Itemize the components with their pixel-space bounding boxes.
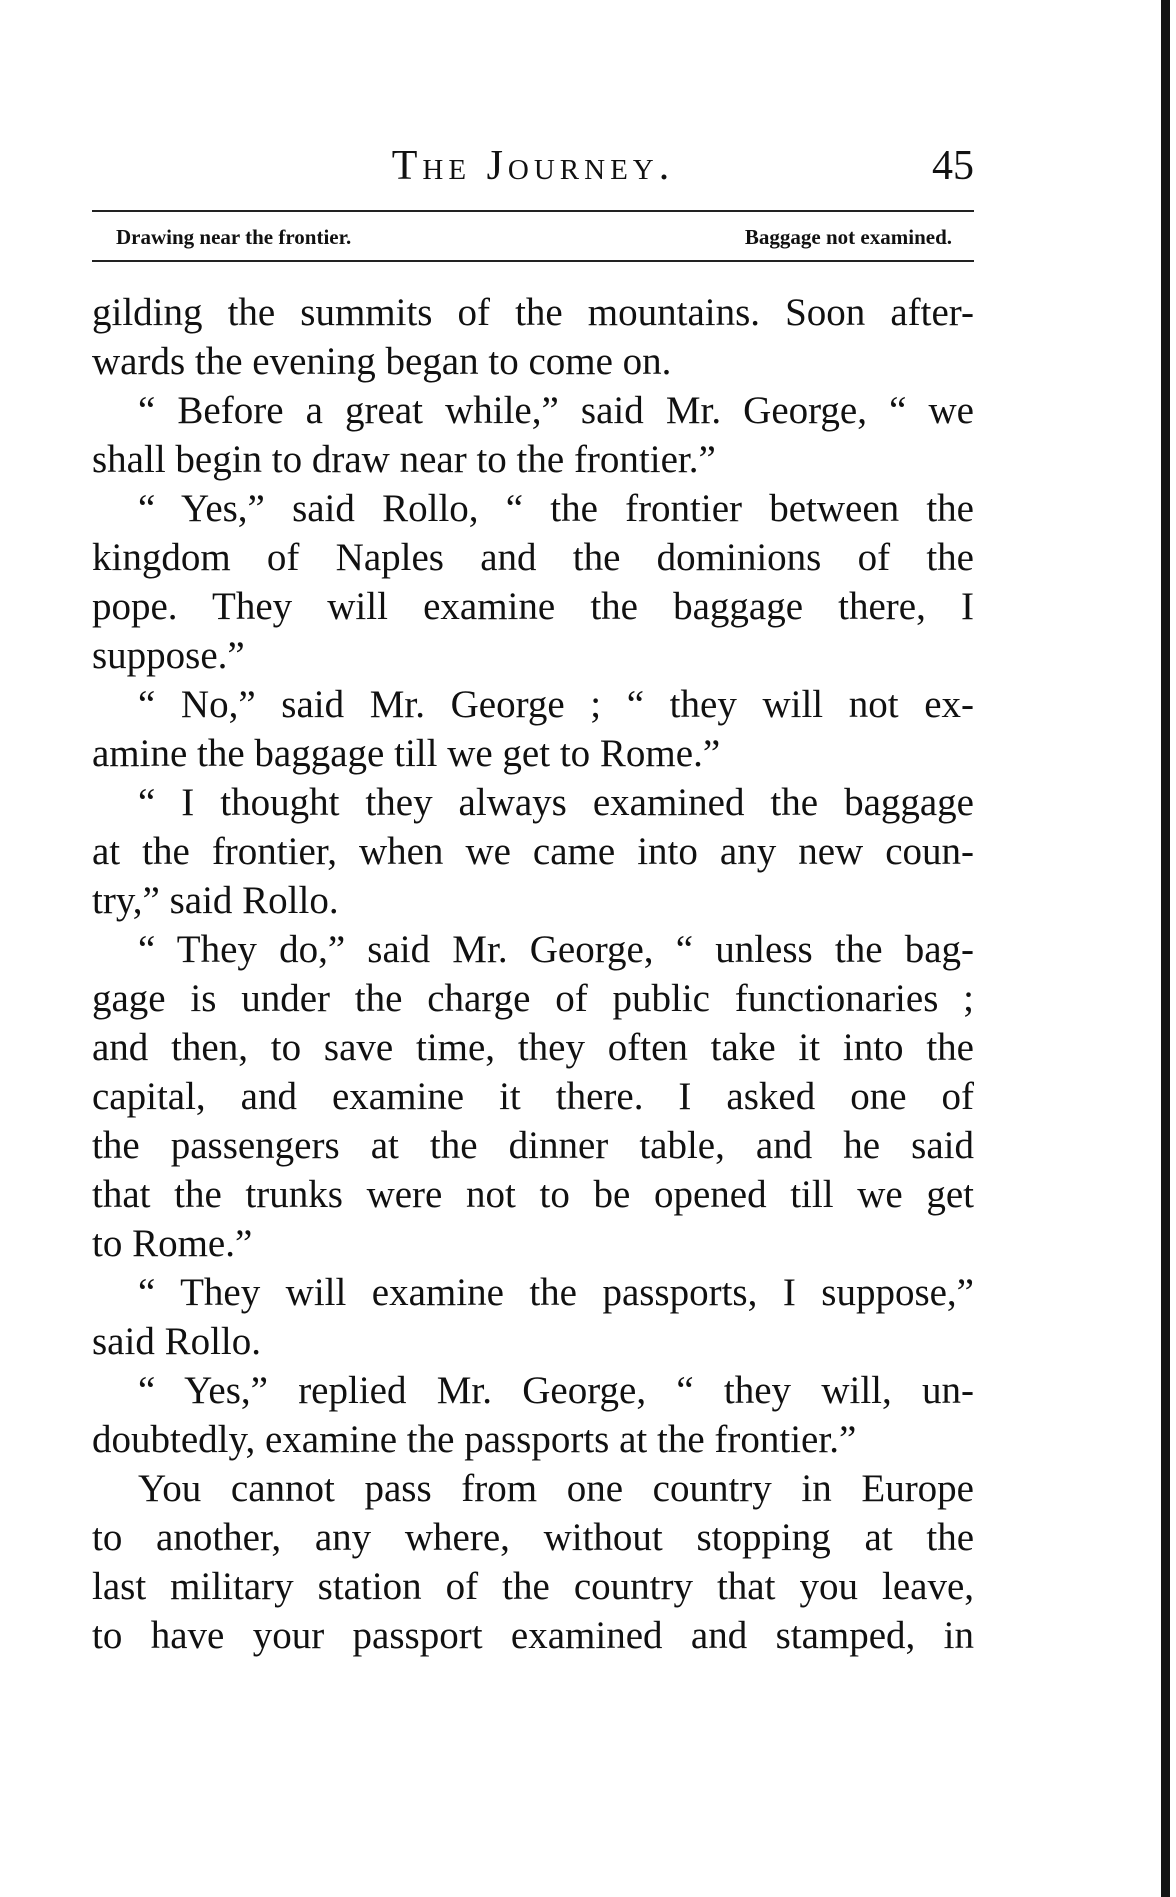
topic-left: Drawing near the frontier. [116,225,352,249]
body-text [92,288,974,1660]
page-number: 45 [932,143,974,189]
text-line: try,” said Rollo. [92,879,339,922]
text-line: “ They do,” said Mr. George, “ unless the bag- [138,928,974,971]
header-rule-top [92,210,974,212]
running-title: The Journey. [391,143,675,189]
text-line: doubtedly, examine the passports at the frontier.” [92,1418,857,1461]
header-rule-bottom [92,260,974,262]
text-line: at the frontier, when we came into any new coun- [92,830,974,873]
text-line: amine the baggage till we get to Rome.” [92,732,721,775]
text-line: You cannot pass from one country in Europe [138,1467,974,1510]
text-line: “ Before a great while,” said Mr. George, “ we [138,389,974,432]
text-line: to another, any where, without stopping at the [92,1516,974,1559]
text-line: suppose.” [92,634,245,677]
page-edge-rule [1161,0,1170,1897]
text-line: shall begin to draw near to the frontier.” [92,438,716,481]
text-line: the passengers at the dinner table, and he said [92,1124,974,1167]
topic-row [116,219,952,255]
topic-right: Baggage not examined. [744,225,952,249]
text-line: that the trunks were not to be opened till we get [92,1173,974,1216]
text-line: wards the evening began to come on. [92,340,672,383]
text-line: to have your passport examined and stamped, in [92,1614,974,1657]
text-line: pope. They will examine the baggage there, I [92,585,974,628]
text-line: capital, and examine it there. I asked one of [92,1075,974,1118]
text-line: “ They will examine the passports, I suppose,” [138,1271,974,1314]
text-line: kingdom of Naples and the dominions of the [92,536,974,579]
text-line: gilding the summits of the mountains. Soon after- [92,291,974,334]
text-line: “ Yes,” replied Mr. George, “ they will, un- [138,1369,974,1412]
text-line: gage is under the charge of public functionaries ; [92,977,974,1020]
text-line: “ Yes,” said Rollo, “ the frontier between the [138,487,974,530]
text-line: and then, to save time, they often take it into the [92,1026,974,1069]
text-line: “ I thought they always examined the baggage [138,781,974,824]
page-header [92,140,974,192]
text-line: last military station of the country that you leave, [92,1565,974,1608]
text-line: to Rome.” [92,1222,253,1265]
text-line: said Rollo. [92,1320,262,1363]
text-line: “ No,” said Mr. George ; “ they will not ex- [138,683,974,726]
